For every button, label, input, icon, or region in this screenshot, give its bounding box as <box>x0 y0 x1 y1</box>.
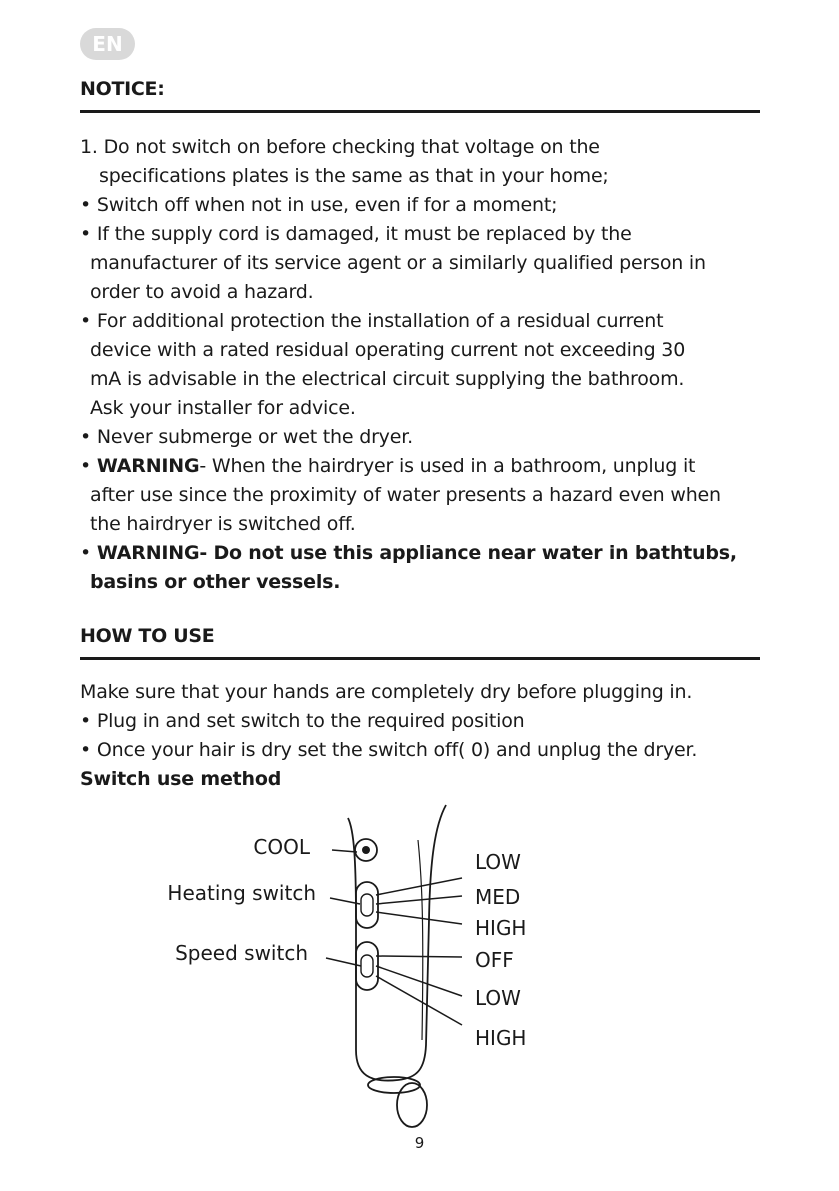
notice-item-3-line-1: • If the supply cord is damaged, it must be replaced by the <box>80 223 632 245</box>
label-speed-switch: Speed switch <box>175 941 308 965</box>
hairdryer-handle-illustration <box>150 800 570 1130</box>
warning-bold-line-1: WARNING- Do not use this appliance near water in bathtubs, <box>96 542 737 564</box>
switch-method-heading: Switch use method <box>80 768 282 790</box>
howto-divider <box>80 657 760 660</box>
switch-diagram <box>150 800 570 1130</box>
howto-list <box>80 678 770 794</box>
notice-item-3-line-3: order to avoid a hazard. <box>90 281 314 303</box>
howto-line-1: Make sure that your hands are completely dry before plugging in. <box>80 681 693 703</box>
cool-button-dot <box>362 846 370 854</box>
notice-item-4-line-2: device with a rated residual operating current not exceeding 30 <box>90 339 686 361</box>
notice-heading: NOTICE: <box>80 78 165 100</box>
notice-item-3-line-2: manufacturer of its service agent or a similarly qualified person in <box>90 252 706 274</box>
label-heating-switch: Heating switch <box>167 881 316 905</box>
language-badge: EN <box>80 28 135 60</box>
notice-item-4-line-1: • For additional protection the installation of a residual current <box>80 310 664 332</box>
label-heat-low: LOW <box>475 850 521 874</box>
bullet: • <box>80 455 97 477</box>
label-cool: COOL <box>253 835 310 859</box>
hang-loop-top <box>368 1077 420 1093</box>
notice-item-6-line-3: the hairdryer is switched off. <box>90 513 356 535</box>
notice-item-7-line-2 <box>80 568 770 597</box>
notice-item-7-line-1 <box>80 539 770 568</box>
notice-item-1-line-1: 1. Do not switch on before checking that voltage on the <box>80 136 600 158</box>
page-number: 9 <box>414 1134 425 1152</box>
handle-seam <box>418 840 423 1040</box>
notice-item-5: • Never submerge or wet the dryer. <box>80 426 413 448</box>
label-speed-high: HIGH <box>475 1026 527 1050</box>
heating-switch-icon <box>356 882 378 928</box>
warning-bold-line-2: basins or other vessels. <box>90 571 341 593</box>
notice-item-1-line-2: specifications plates is the same as that in your home; <box>99 165 609 187</box>
label-speed-low: LOW <box>475 986 521 1010</box>
notice-item-4-line-3: mA is advisable in the electrical circuit supplying the bathroom. <box>90 368 685 390</box>
warning-text: - When the hairdryer is used in a bathroom, unplug it <box>199 455 696 477</box>
label-speed-off: OFF <box>475 948 514 972</box>
howto-line-3: • Once your hair is dry set the switch off( 0) and unplug the dryer. <box>80 739 698 761</box>
notice-item-6-line-2: after use since the proximity of water presents a hazard even when <box>90 484 721 506</box>
hang-loop-ring <box>397 1083 427 1127</box>
warning-label: WARNING <box>96 455 200 477</box>
notice-list <box>80 133 770 597</box>
notice-item-6-line-1 <box>80 452 770 481</box>
notice-item-2: • Switch off when not in use, even if for a moment; <box>80 194 558 216</box>
bullet: • <box>80 542 97 564</box>
notice-item-4-line-4: Ask your installer for advice. <box>90 397 356 419</box>
label-heat-high: HIGH <box>475 916 527 940</box>
howto-heading: HOW TO USE <box>80 625 215 647</box>
notice-divider <box>80 110 760 113</box>
howto-line-2: • Plug in and set switch to the required position <box>80 710 525 732</box>
label-heat-med: MED <box>475 885 521 909</box>
